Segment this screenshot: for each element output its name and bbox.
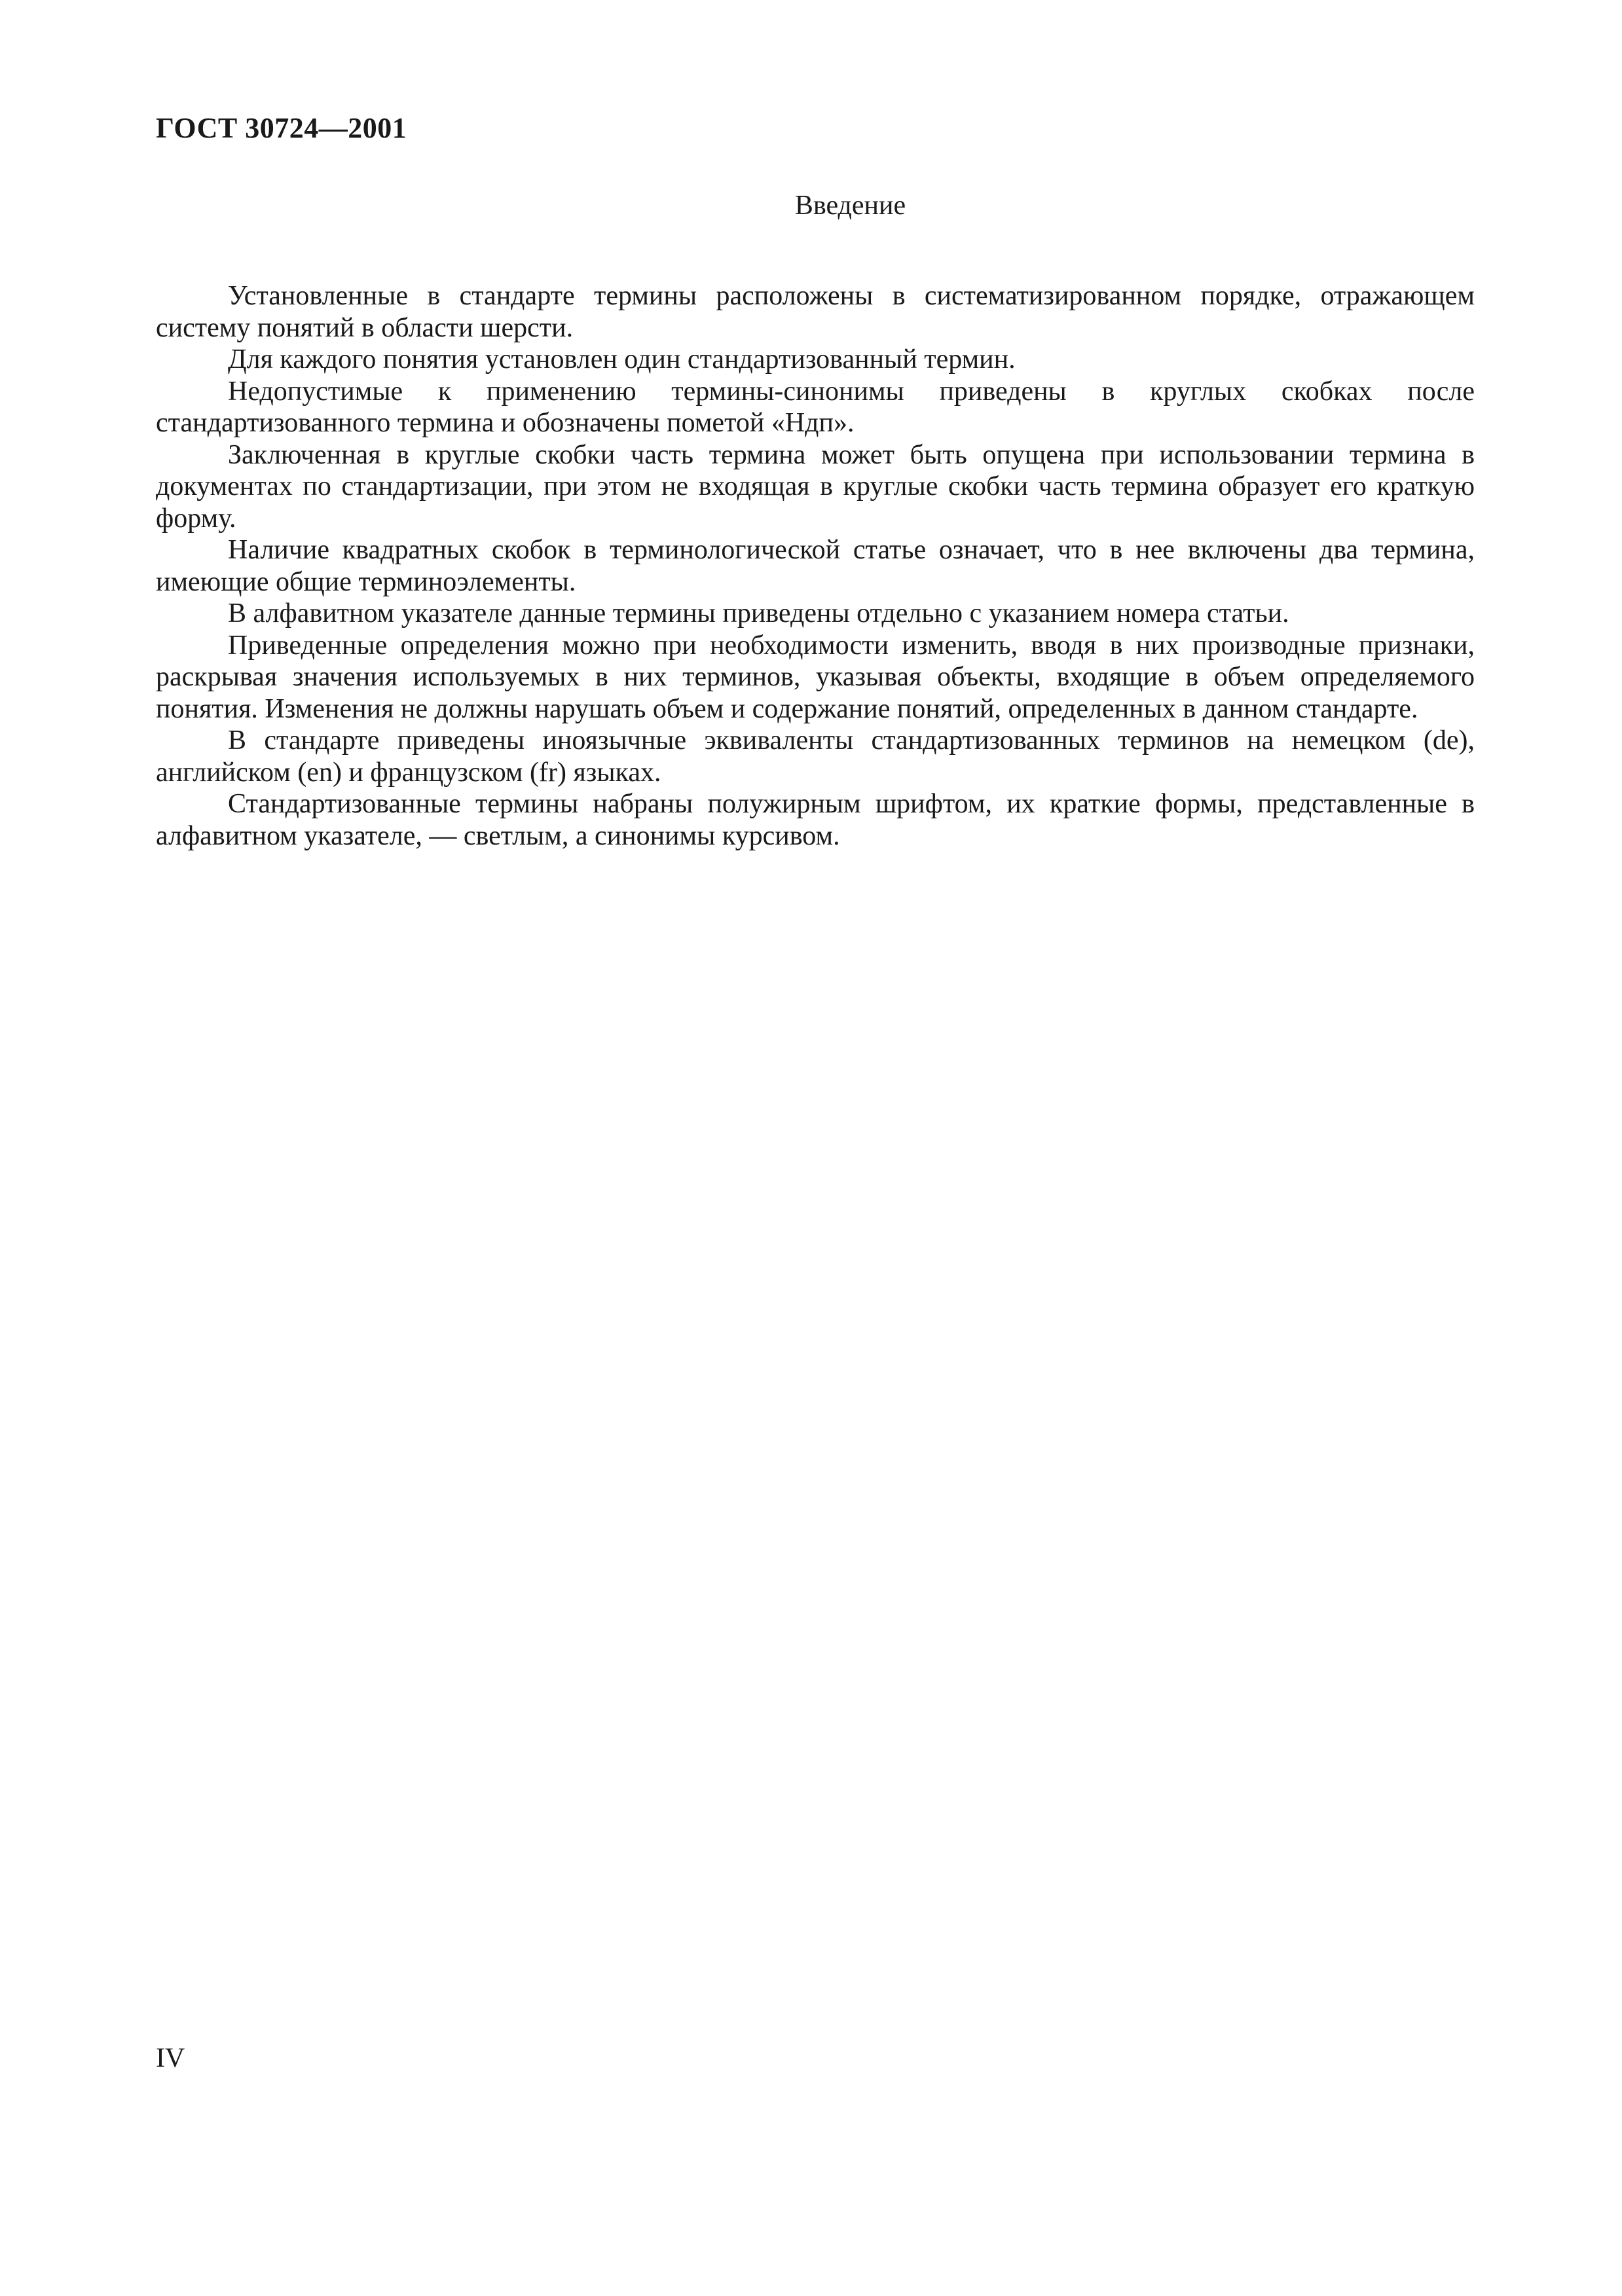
paragraph: В алфавитном указателе данные термины приведены отдельно с указанием номера статьи. [228,598,1289,629]
introduction-body [156,280,1475,852]
document-code: ГОСТ 30724—2001 [156,112,407,144]
paragraph: Установленные в стандарте термины расположены в систематизированном порядке, отражающем систему понятий в области шерсти. [156,281,1475,343]
page-number: IV [156,2043,185,2073]
paragraph: Наличие квадратных скобок в терминологической статье означает, что в нее включены два термина, имеющие общие терминоэлементы. [156,535,1475,597]
paragraph: Заключенная в круглые скобки часть термина может быть опущена при использовании термина в документах по стандартизации, при этом не входящая в круглые скобки часть термина образует его краткую форму. [156,439,1475,534]
paragraph: Стандартизованные термины набраны полужирным шрифтом, их краткие формы, представленные в алфавитном указателе, — светлым, а синонимы курсивом. [156,789,1475,851]
paragraph: В стандарте приведены иноязычные эквиваленты стандартизованных терминов на немецком (de), английском (en) и французском (fr) языках. [156,725,1475,788]
paragraph: Приведенные определения можно при необходимости изменить, вводя в них производные признаки, раскрывая значения используемых в них терминов, указывая объекты, входящие в объем определяемого понятия. Изменения не должны нарушать объем и содержание понятий, определенных в данном стандарте. [156,630,1475,724]
paragraph: Для каждого понятия установлен один стандартизованный термин. [228,344,1016,374]
section-title: Введение [794,191,906,221]
paragraph: Недопустимые к применению термины-синонимы приведены в круглых скобках после стандартизованного термина и обозначены пометой «Ндп». [156,376,1475,438]
